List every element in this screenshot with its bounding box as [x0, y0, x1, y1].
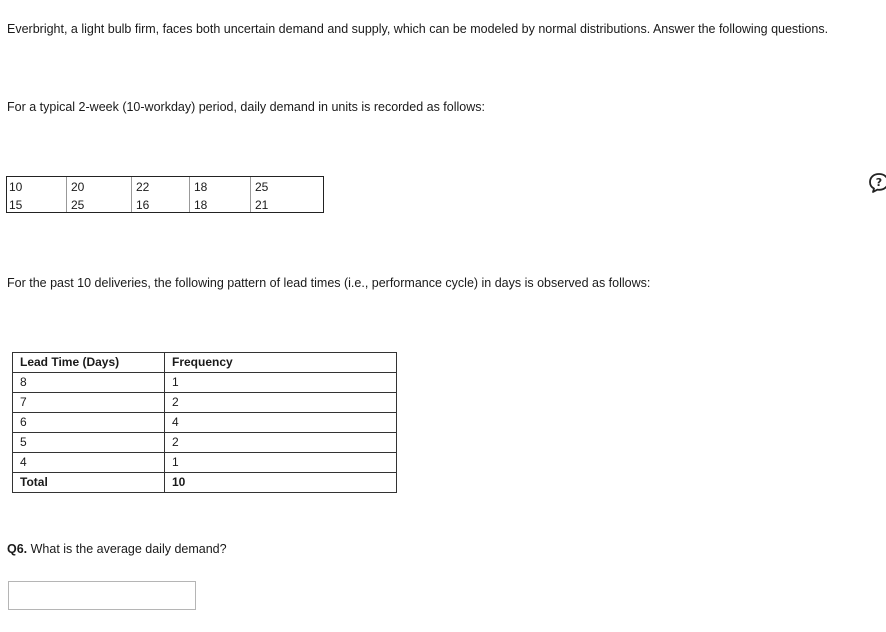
lead-time-cell: 4 [13, 453, 165, 473]
lead-time-cell: 5 [13, 433, 165, 453]
frequency-cell: 2 [165, 393, 397, 413]
intro-text: Everbright, a light bulb firm, faces both uncertain demand and supply, which can be modeled by normal distributions. Answer the following questions. [7, 22, 829, 36]
table-row [13, 453, 397, 473]
lead-time-cell: 7 [13, 393, 165, 413]
frequency-cell: 1 [165, 373, 397, 393]
demand-cell: 21 [255, 198, 269, 212]
answer-input[interactable] [8, 581, 196, 610]
demand-cell: 10 [9, 180, 23, 194]
header-lead-time: Lead Time (Days) [13, 353, 165, 373]
frequency-cell: 1 [165, 453, 397, 473]
total-value: 10 [165, 473, 397, 493]
question-body: What is the average daily demand? [27, 542, 227, 556]
table-row [13, 393, 397, 413]
demand-cell: 18 [194, 180, 208, 194]
svg-text:?: ? [875, 176, 883, 190]
grid-divider [131, 177, 132, 212]
grid-divider [66, 177, 67, 212]
lead-time-cell: 6 [13, 413, 165, 433]
table-row [13, 373, 397, 393]
table-total-row [13, 473, 397, 493]
demand-grid [6, 176, 324, 213]
frequency-cell: 4 [165, 413, 397, 433]
grid-divider [189, 177, 190, 212]
demand-cell: 25 [255, 180, 269, 194]
lead-time-cell: 8 [13, 373, 165, 393]
grid-divider [250, 177, 251, 212]
demand-cell: 16 [136, 198, 150, 212]
demand-cell: 25 [71, 198, 85, 212]
lead-intro-text: For the past 10 deliveries, the following pattern of lead times (i.e., performance cycle) in days is observed as follows: [7, 276, 651, 290]
question-number: Q6. [7, 542, 28, 556]
question-text [7, 542, 227, 556]
demand-cell: 22 [136, 180, 150, 194]
table-row [13, 413, 397, 433]
demand-cell: 18 [194, 198, 208, 212]
help-bubble-icon[interactable] [868, 172, 886, 194]
total-label: Total [13, 473, 165, 493]
table-row [13, 433, 397, 453]
frequency-cell: 2 [165, 433, 397, 453]
demand-cell: 20 [71, 180, 85, 194]
header-frequency: Frequency [165, 353, 397, 373]
lead-time-table [12, 352, 397, 493]
demand-intro-text: For a typical 2-week (10-workday) period, daily demand in units is recorded as follows: [7, 100, 485, 114]
table-header-row [13, 353, 397, 373]
demand-cell: 15 [9, 198, 23, 212]
